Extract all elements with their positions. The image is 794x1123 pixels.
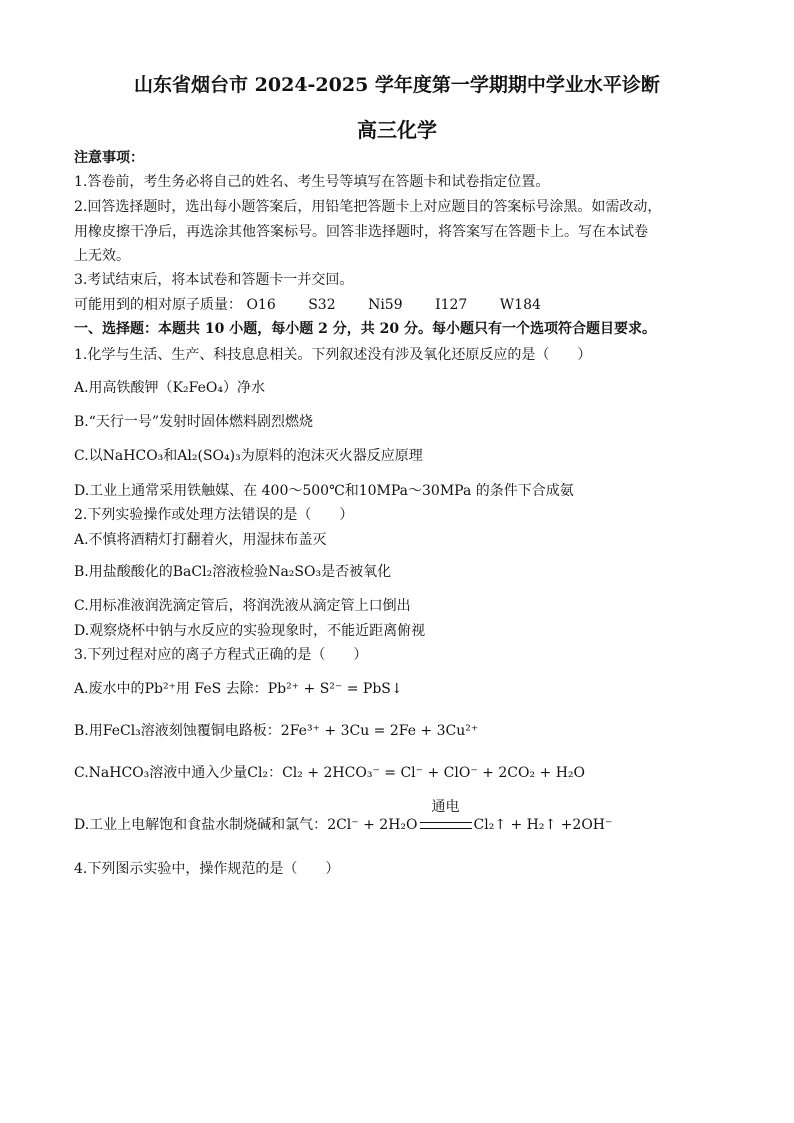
q2-b-text: B.用盐酸酸化的 bbox=[74, 564, 173, 580]
notice-item-3: 3.考试结束后，将本试卷和答题卡一并交回。 bbox=[74, 272, 354, 288]
q3-option-b bbox=[74, 721, 734, 741]
q1-a-text-end: ）净水 bbox=[222, 380, 265, 396]
q2-b-formula-2: Na₂SO₃ bbox=[268, 564, 322, 580]
atomic-masses bbox=[74, 295, 734, 315]
q2-option-b bbox=[74, 562, 734, 582]
q1-a-formula: K₂FeO₄ bbox=[172, 380, 223, 396]
q3-d-equation-rhs: Cl₂↑ + H₂↑ +2OH⁻ bbox=[473, 817, 613, 833]
q1-option-c bbox=[74, 446, 734, 466]
notice-item-2-line-2: 用橡皮擦干净后，再选涂其他答案标号。回答非选择题时，将答案写在答题卡上。写在本试卷 bbox=[74, 224, 648, 240]
atomic-mass-w: W184 bbox=[499, 297, 541, 313]
q3-b-formula: FeCl₃ bbox=[102, 723, 141, 739]
q3-a-text: A.废水中的 bbox=[74, 681, 145, 697]
q3-c-colon: ： bbox=[268, 765, 283, 781]
equals-sign bbox=[420, 822, 472, 829]
q3-c-equation: Cl₂ + 2HCO₃⁻ = Cl⁻ + ClO⁻ + 2CO₂ + H₂O bbox=[282, 765, 586, 781]
q2-b-text-mid: 溶液检验 bbox=[212, 564, 269, 580]
q2-b-text-end: 是否被氧化 bbox=[321, 564, 392, 580]
q1-option-a bbox=[74, 378, 734, 398]
q3-d-text: D.工业上电解饱和食盐水制烧碱和氯气： bbox=[74, 817, 328, 833]
q2-option-d: D.观察烧杯中钠与水反应的实验现象时，不能近距离俯视 bbox=[74, 623, 426, 639]
q3-d-equation-lhs: 2Cl⁻ + 2H₂O bbox=[327, 817, 418, 833]
q3-c-formula: NaHCO₃ bbox=[88, 765, 150, 781]
q3-a-equation: Pb²⁺ + S²⁻ = PbS↓ bbox=[267, 681, 403, 697]
q2-option-c: C.用标准液润洗滴定管后，将润洗液从滴定管上口倒出 bbox=[74, 598, 411, 614]
notice-heading: 注意事项： bbox=[74, 150, 144, 166]
q1-stem: 1.化学与生活、生产、科技息息相关。下列叙述没有涉及氧化还原反应的是（ ） bbox=[74, 347, 592, 363]
exam-title: 山东省烟台市 2024-2025 学年度第一学期期中学业水平诊断 bbox=[134, 74, 660, 96]
q3-d-condition-sign bbox=[418, 799, 474, 835]
q3-stem: 3.下列过程对应的离子方程式正确的是（ ） bbox=[74, 647, 368, 663]
atomic-mass-s: S32 bbox=[308, 297, 336, 313]
notice-item-1: 1.答卷前，考生务必将自己的姓名、考生号等填写在答题卡和试卷指定位置。 bbox=[74, 174, 550, 190]
atomic-masses-label: 可能用到的相对原子质量： bbox=[74, 297, 242, 313]
q3-option-a bbox=[74, 679, 734, 699]
q1-c-text-end: 为原料的泡沫灭火器反应原理 bbox=[240, 448, 423, 464]
notice-item-2-line-1: 2.回答选择题时，选出每小题答案后，用铅笔把答题卡上对应题目的答案标号涂黑。如需改动， bbox=[74, 199, 662, 215]
q3-b-text: B.用 bbox=[74, 723, 103, 739]
atomic-mass-o: O16 bbox=[246, 297, 276, 313]
q3-a-ion: Pb²⁺ bbox=[144, 681, 176, 697]
notice-item-2-line-3: 上无效。 bbox=[74, 248, 130, 264]
q2-option-a: A.不慎将酒精灯打翻着火，用湿抹布盖灭 bbox=[74, 532, 327, 548]
q1-c-text: C.以 bbox=[74, 448, 103, 464]
q4-stem: 4.下列图示实验中，操作规范的是（ ） bbox=[74, 861, 340, 877]
q3-c-text-mid: 溶液中通入少量 bbox=[149, 765, 248, 781]
q2-b-formula-1: BaCl₂ bbox=[172, 564, 213, 580]
q1-a-text: A.用高铁酸钾（ bbox=[74, 380, 173, 396]
q3-option-d bbox=[74, 799, 734, 835]
q3-c-text: C. bbox=[74, 765, 89, 781]
q1-option-d: D.工业上通常采用铁触媒、在 400～500℃和10MPa～30MPa 的条件下合成氨 bbox=[74, 483, 574, 499]
q1-option-b: B.“天行一号”发射时固体燃料剧烈燃烧 bbox=[74, 414, 314, 430]
atomic-mass-ni: Ni59 bbox=[368, 297, 403, 313]
q3-d-condition: 通电 bbox=[431, 799, 460, 815]
exam-subtitle: 高三化学 bbox=[357, 118, 437, 142]
q2-stem: 2.下列实验操作或处理方法错误的是（ ） bbox=[74, 507, 354, 523]
atomic-mass-i: Ⅰ127 bbox=[435, 297, 468, 313]
q3-b-text-mid: 溶液刻蚀覆铜电路板： bbox=[140, 723, 281, 739]
q1-c-formula-1: NaHCO₃ bbox=[102, 448, 164, 464]
q3-b-equation: 2Fe³⁺ + 3Cu = 2Fe + 3Cu²⁺ bbox=[280, 723, 479, 739]
q3-c-gas: Cl₂ bbox=[247, 765, 269, 781]
q3-option-c bbox=[74, 763, 734, 783]
section-1-heading: 一、选择题：本题共 10 小题，每小题 2 分，共 20 分。每小题只有一个选项符合题目要求。 bbox=[74, 321, 656, 337]
q1-c-formula-2: Al₂(SO₄)₃ bbox=[177, 448, 241, 464]
q3-a-text-mid: 用 FeS 去除： bbox=[175, 681, 268, 697]
q1-c-text-mid: 和 bbox=[163, 448, 178, 464]
